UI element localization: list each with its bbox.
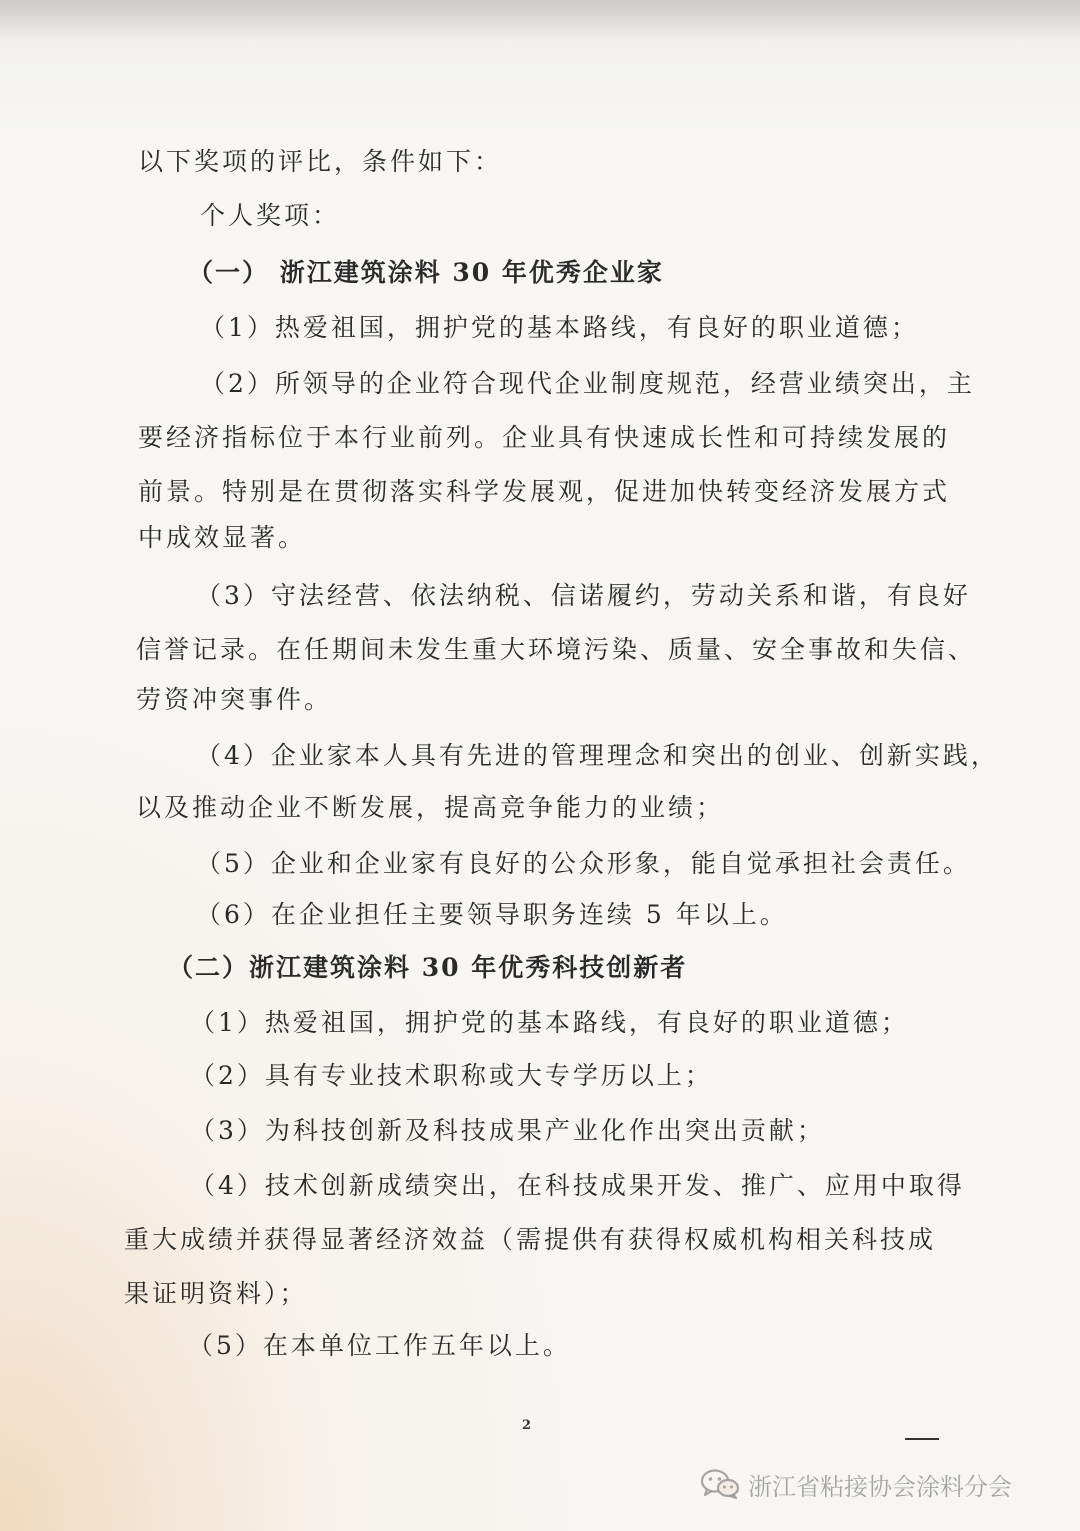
body-text-line: （3）守法经营、依法纳税、信诺履约，劳动关系和谐，有良好 bbox=[196, 581, 971, 610]
body-text-line: 以下奖项的评比，条件如下： bbox=[138, 147, 503, 176]
body-text-line: 中成效显著。 bbox=[138, 523, 307, 552]
body-text-line: （2）所领导的企业符合现代企业制度规范，经营业绩突出，主 bbox=[200, 369, 975, 398]
body-text-line: （1）热爱祖国，拥护党的基本路线，有良好的职业道德； bbox=[190, 1008, 909, 1037]
section-heading: （一） 浙江建筑涂料 30 年优秀企业家 bbox=[188, 258, 664, 287]
body-text-line: （4）技术创新成绩突出，在科技成果开发、推广、应用中取得 bbox=[190, 1171, 965, 1200]
body-text-line: （1）热爱祖国，拥护党的基本路线，有良好的职业道德； bbox=[200, 313, 919, 342]
body-text-line: 要经济指标位于本行业前列。企业具有快速成长性和可持续发展的 bbox=[138, 423, 951, 452]
body-text-line: （5）在本单位工作五年以上。 bbox=[188, 1331, 571, 1360]
top-edge-shadow bbox=[0, 0, 1080, 40]
watermark-text: 浙江省粘接协会涂料分会 bbox=[748, 1472, 1012, 1501]
body-text-line: 果证明资料）； bbox=[124, 1279, 308, 1308]
body-text-line: 信誉记录。在任期间未发生重大环境污染、质量、安全事故和失信、 bbox=[136, 635, 977, 664]
body-text-line: （5）企业和企业家有良好的公众形象，能自觉承担社会责任。 bbox=[196, 849, 971, 878]
body-text-line: 劳资冲突事件。 bbox=[136, 685, 333, 714]
section-heading: （二）浙江建筑涂料 30 年优秀科技创新者 bbox=[168, 953, 688, 982]
page-number: 2 bbox=[522, 1418, 532, 1433]
body-text-line: 个人奖项： bbox=[200, 201, 341, 230]
body-text-line: （4）企业家本人具有先进的管理理念和突出的创业、创新实践， bbox=[196, 741, 999, 770]
body-text-line: （6）在企业担任主要领导职务连续 5 年以上。 bbox=[196, 900, 788, 929]
body-text-line: （2）具有专业技术职称或大专学历以上； bbox=[190, 1061, 713, 1090]
body-text-line: 前景。特别是在贯彻落实科学发展观，促进加快转变经济发展方式 bbox=[138, 477, 951, 506]
wechat-icon bbox=[700, 1469, 740, 1499]
body-text-line: 重大成绩并获得显著经济效益（需提供有获得权威机构相关科技成 bbox=[124, 1225, 937, 1254]
watermark bbox=[700, 1462, 1012, 1506]
body-text-line: （3）为科技创新及科技成果产业化作出突出贡献； bbox=[190, 1116, 825, 1145]
footer-dash bbox=[905, 1438, 939, 1440]
body-text-line: 以及推动企业不断发展，提高竞争能力的业绩； bbox=[136, 793, 725, 822]
